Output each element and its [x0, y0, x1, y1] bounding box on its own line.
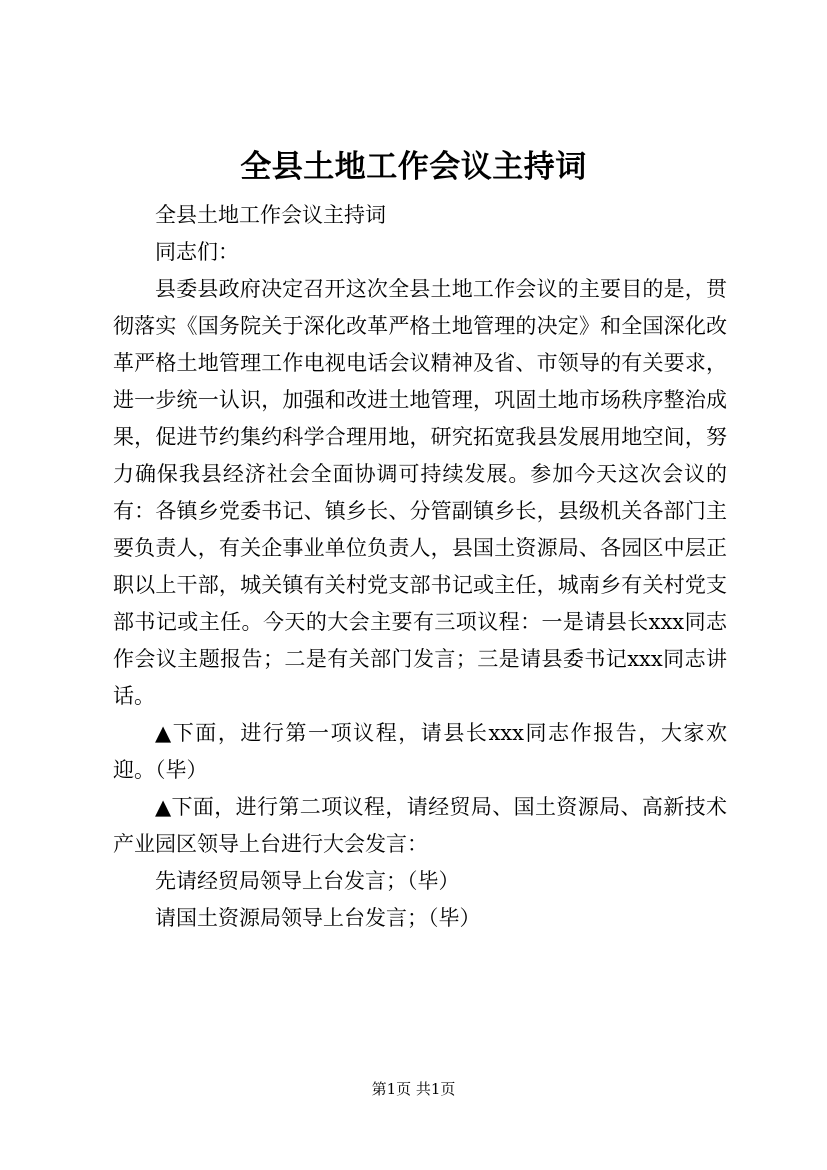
agenda-item-2-paragraph: ▲下面，进行第二项议程，请经贸局、国土资源局、高新技术产业园区领导上台进行大会发言： — [113, 795, 727, 856]
subtitle-paragraph: 全县土地工作会议主持词 — [155, 203, 386, 227]
agenda-item-1-paragraph: ▲下面，进行第一项议程，请县长xxx同志作报告，大家欢迎。（毕） — [113, 721, 727, 782]
page-title: 全县土地工作会议主持词 — [240, 149, 587, 185]
salutation-paragraph: 同志们： — [155, 240, 239, 264]
speaker-2-paragraph: 请国土资源局领导上台发言；（毕） — [155, 906, 481, 930]
speaker-1-paragraph: 先请经贸局领导上台发言；（毕） — [155, 869, 460, 893]
page-number-footer: 第1页 共1页 — [371, 1080, 456, 1098]
document-body — [113, 197, 727, 937]
intro-paragraph: 县委县政府决定召开这次全县土地工作会议的主要目的是，贯彻落实《国务院关于深化改革严格土地管理的决定》和全国深化改革严格土地管理工作电视电话会议精神及省、市领导的有关要求，进一步统一认识，加强和改进土地管理，巩固土地市场秩序整治成果，促进节约集约科学合理用地，研究拓宽我县发展用地空间，努力确保我县经济社会全面协调可持续发展。参加今天这次会议的有：各镇乡党委书记、镇乡长、分管副镇乡长，县级机关各部门主要负责人，有关企事业单位负责人，县国土资源局、各园区中层正职以上干部，城关镇有关村党支部书记或主任，城南乡有关村党支部书记或主任。今天的大会主要有三项议程：一是请县长xxx同志作会议主题报告；二是有关部门发言；三是请县委书记xxx同志讲话。 — [113, 277, 727, 708]
